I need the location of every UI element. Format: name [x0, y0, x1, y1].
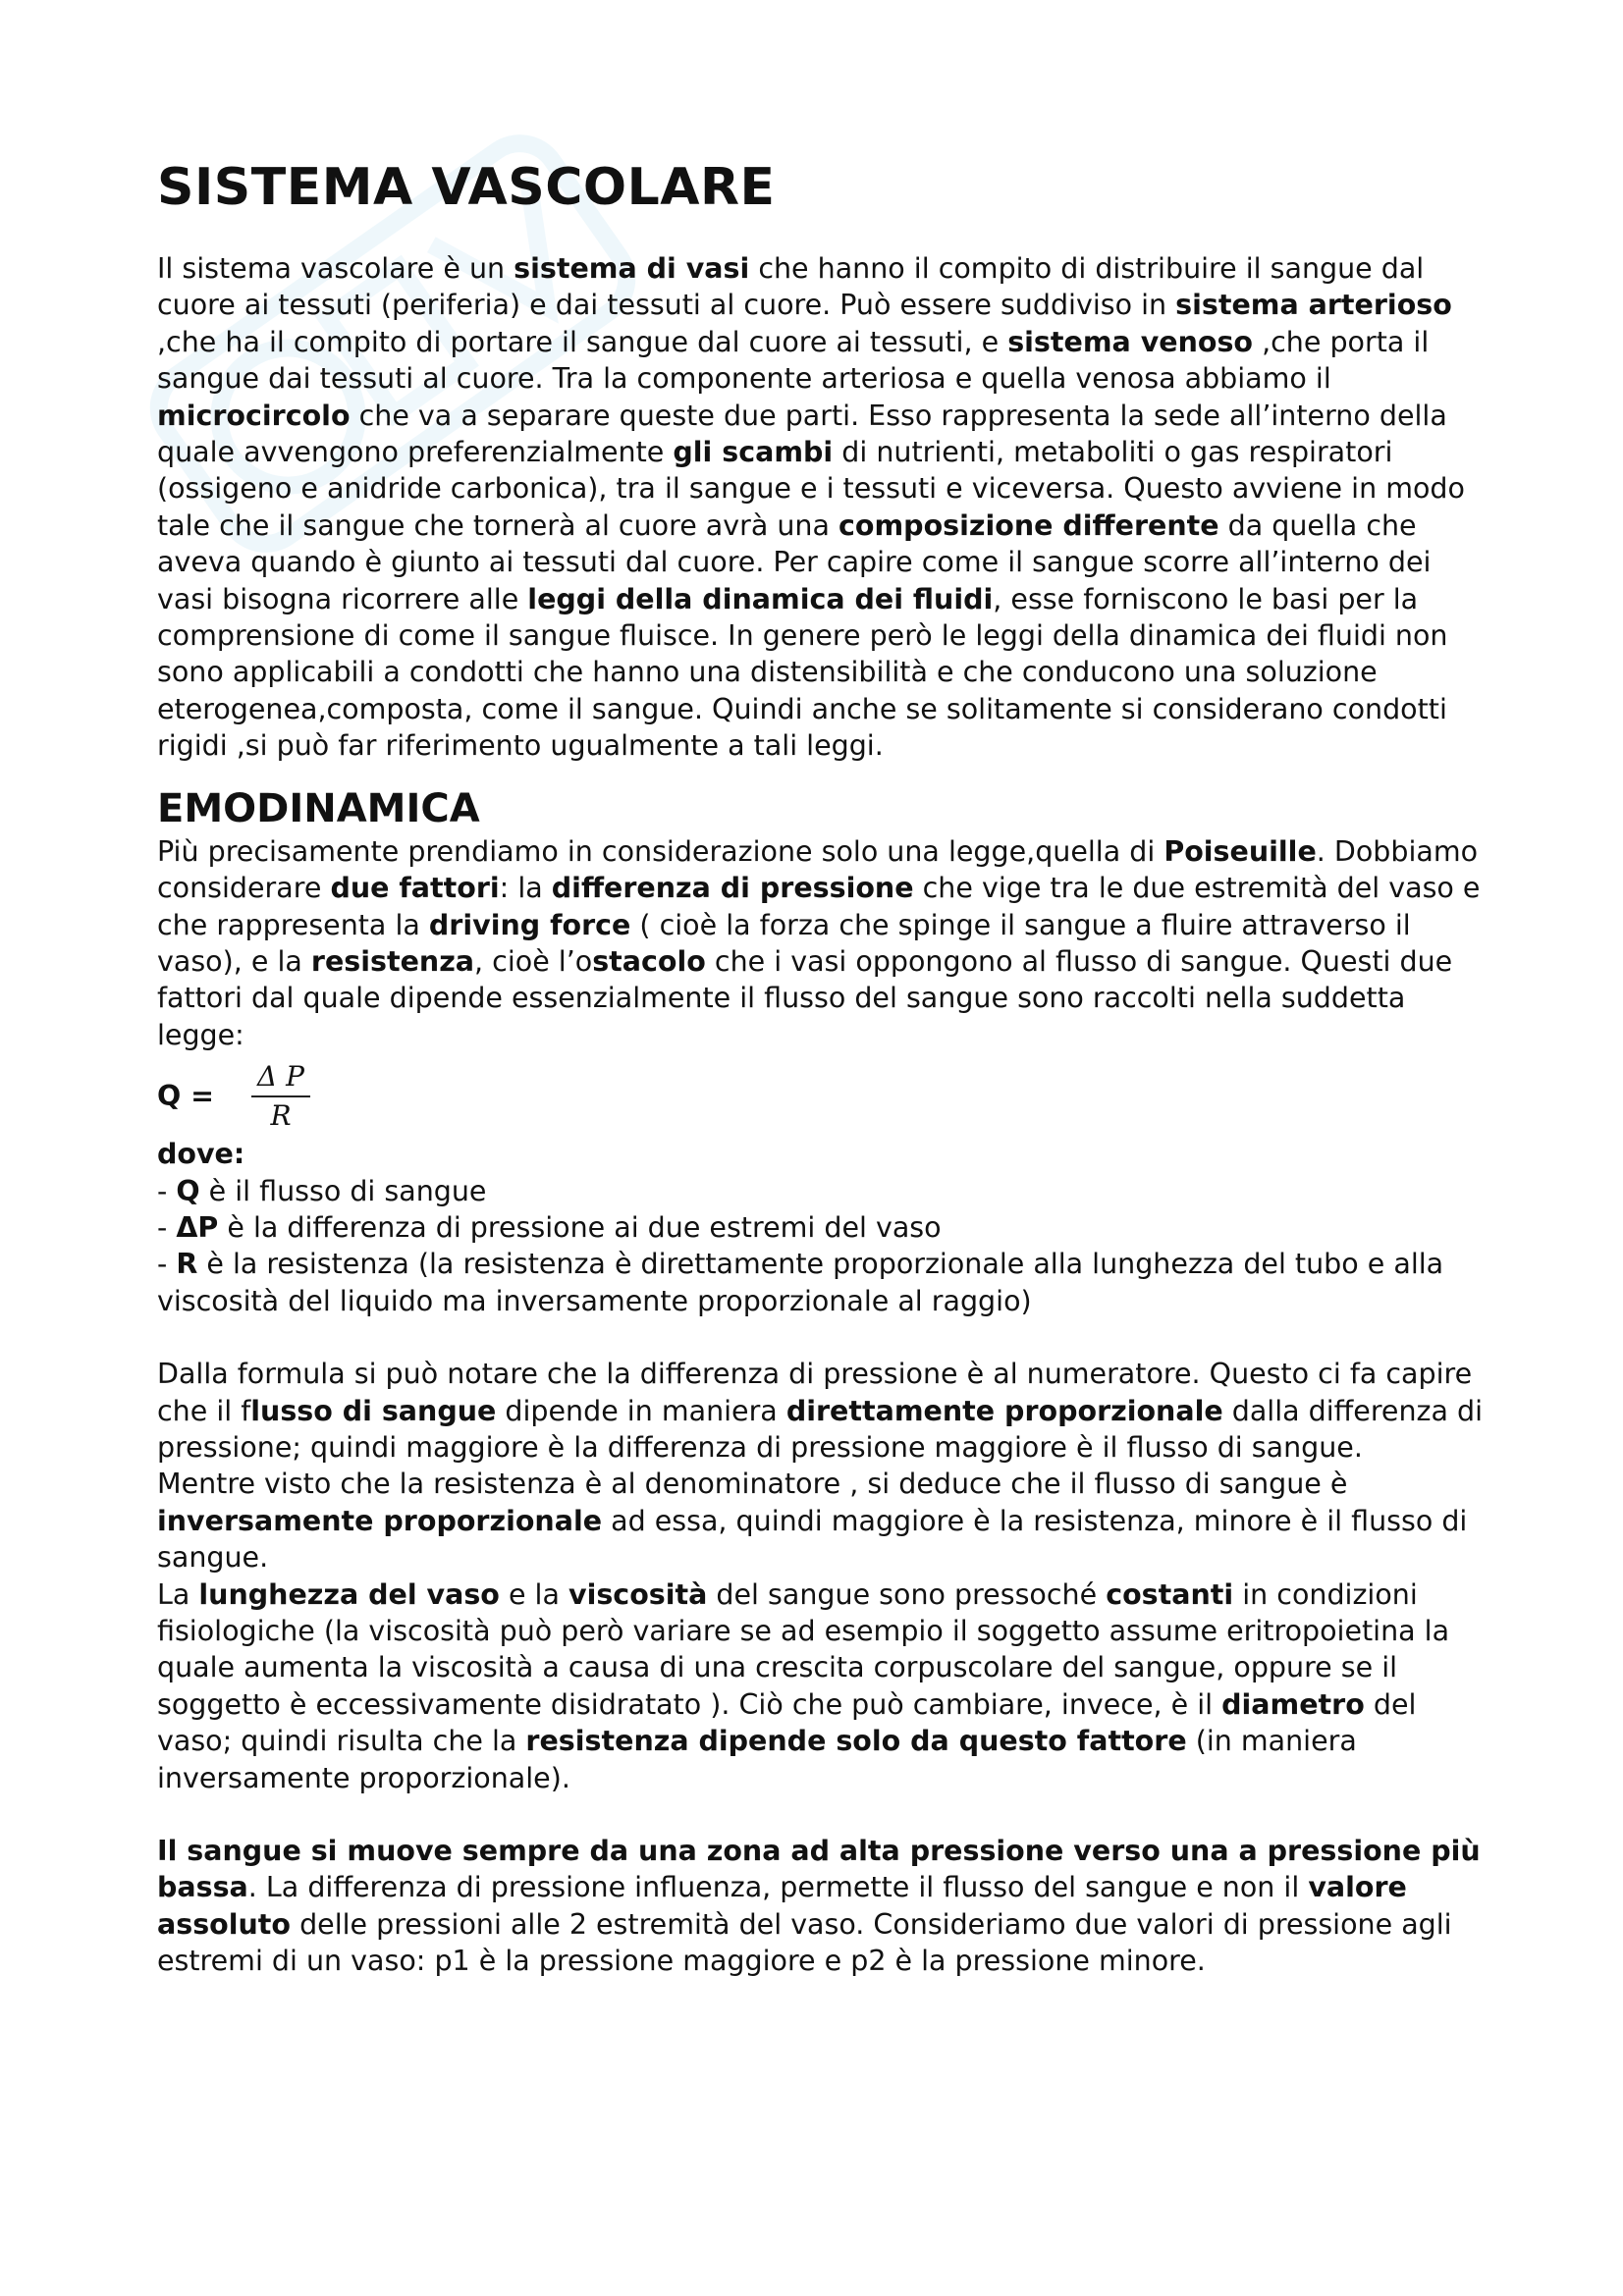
bold-text: stacolo [592, 944, 706, 978]
text-run: , esse forniscono le basi per la comprensione di come il sangue fluisce. In genere però le leggi della dinamica dei fluidi non sono applicabili a condotti che hanno una distensibilità e che conducono una soluzione eterogenea,composta, come il sangue. Quindi anche se solitamente si considerano condotti rigidi ,si può far riferimento ugualmente a tali leggi. [157, 582, 1448, 763]
text-run: è la resistenza (la resistenza è direttamente proporzionale alla lunghezza del tubo e alla viscosità del liquido ma inversamente proporzionale al raggio) [157, 1248, 1444, 1317]
bold-text: inversamente proporzionale [157, 1504, 603, 1537]
bold-text: Poiseuille [1163, 834, 1317, 868]
text-run: dalla differenza di pressione; quindi maggiore è la differenza di pressione maggiore è il flusso di sangue. [157, 1394, 1484, 1464]
bold-text: lusso di sangue [250, 1394, 497, 1427]
text-run: è la differenza di pressione ai due estremi del vaso [218, 1210, 942, 1244]
text-run: del sangue sono pressoché [707, 1577, 1107, 1611]
text-run: La [157, 1577, 199, 1611]
bold-text: resistenza [310, 944, 475, 978]
document-page [157, 147, 1492, 1980]
poiseuille-formula [157, 1057, 1492, 1136]
bold-text: direttamente proporzionale [785, 1394, 1223, 1427]
text-run: è il flusso di sangue [199, 1174, 487, 1207]
text-run: in condizioni fisiologiche (la viscosità può però variare se ad esempio il soggetto assume eritropoietina la quale aumenta la viscosità a causa di una crescita corpuscolare del sangue, oppure se il soggetto è eccessivamente disidratato ). Ciò che può cambiare, invece, è il [157, 1577, 1450, 1721]
dove-label: dove: [157, 1138, 245, 1171]
page-title: SISTEMA VASCOLARE [157, 158, 776, 217]
definition-q [157, 1173, 1492, 1209]
text-run: - [157, 1210, 177, 1244]
bold-text: gli scambi [673, 436, 834, 469]
text-run: Più precisamente prendiamo in considerazione solo una legge,quella di [157, 834, 1164, 868]
text-run: che i vasi oppongono al flusso di sangue. Questi due fattori dal quale dipende essenzialmente il flusso del sangue sono raccolti nella suddetta legge: [157, 944, 1453, 1051]
text-run: ,che ha il compito di portare il sangue dal cuore ai tessuti, e [157, 325, 1008, 358]
text-run: - [157, 1248, 177, 1281]
formula-fraction [251, 1060, 310, 1133]
text-run: Il sistema vascolare è un [157, 252, 514, 285]
text-run: (in maniera inversamente proporzionale). [157, 1725, 1357, 1794]
text-run: : la [499, 872, 552, 905]
bold-text: lunghezza del vaso [198, 1577, 500, 1611]
emodinamica-paragraph-2 [157, 1356, 1492, 1466]
text-run: che va a separare queste due parti. Esso rappresenta la sede all’interno della quale avvengono preferenzialmente [157, 399, 1447, 469]
formula-denominator: R [270, 1099, 292, 1133]
text-run: del vaso; quindi risulta che la [157, 1687, 1417, 1758]
bold-text: sistema arterioso [1175, 289, 1452, 322]
text-run: di nutrienti, metaboliti o gas respiratori (ossigeno e anidride carbonica), tra il sangue e i tessuti e viceversa. Questo avviene in modo tale che il sangue che tornerà al cuore avrà una [157, 436, 1465, 542]
bold-text: Il sangue si muove sempre da una zona ad alta pressione verso una a pressione più bassa [157, 1835, 1481, 1904]
bold-text: Q [176, 1174, 200, 1207]
bold-text: sistema di vasi [514, 252, 750, 285]
definition-delta-p [157, 1209, 1492, 1246]
bold-text: R [176, 1248, 198, 1281]
bold-text: microcircolo [157, 399, 351, 432]
text-run: delle pressioni alle 2 estremità del vaso. Consideriamo due valori di pressione agli estremi di un vaso: p1 è la pressione maggiore e p2 è la pressione minore. [157, 1907, 1452, 1978]
formula-lhs: Q = [157, 1080, 215, 1113]
text-run: Mentre visto che la resistenza è al denominatore , si deduce che il flusso di sangue è [157, 1468, 1348, 1501]
text-run: - [157, 1174, 177, 1207]
bold-text: viscosità [568, 1577, 708, 1611]
text-run: ,che porta il sangue dai tessuti al cuore. Tra la componente arteriosa e quella venosa abbiamo il [157, 325, 1430, 396]
text-run: da quella che aveva quando è giunto ai tessuti dal cuore. Per capire come il sangue scorre all’interno dei vasi bisogna ricorrere alle [157, 508, 1432, 615]
bold-text: driving force [428, 908, 631, 941]
text-run: ad essa, quindi maggiore è la resistenza, minore è il flusso di sangue. [157, 1504, 1468, 1575]
bold-text: leggi della dinamica dei fluidi [527, 582, 994, 615]
bold-text: costanti [1106, 1577, 1234, 1611]
text-run: , cioè l’o [474, 944, 593, 978]
bold-text: composizione differente [839, 508, 1219, 542]
bold-text: valore assoluto [157, 1871, 1407, 1941]
text-run: ( cioè la forza che spinge il sangue a fluire attraverso il vaso), e la [157, 908, 1411, 978]
definition-r [157, 1246, 1492, 1319]
text-run: . La differenza di pressione influenza, permette il flusso del sangue e non il [247, 1871, 1309, 1904]
text-run: e la [499, 1577, 568, 1611]
emodinamica-paragraph-1 [157, 833, 1492, 1053]
bold-text: diametro [1221, 1687, 1365, 1721]
section-title-emodinamica: EMODINAMICA [157, 785, 480, 831]
bold-text: ΔP [176, 1210, 219, 1244]
formula-numerator: Δ P [251, 1060, 310, 1097]
emodinamica-paragraph-4 [157, 1576, 1492, 1796]
intro-paragraph [157, 250, 1492, 765]
text-run: . Dobbiamo considerare [157, 834, 1479, 905]
emodinamica-paragraph-5 [157, 1833, 1492, 1980]
bold-text: resistenza dipende solo da questo fattore [525, 1725, 1187, 1758]
text-run: Dalla formula si può notare che la differenza di pressione è al numeratore. Questo ci fa capire che il f [157, 1358, 1473, 1427]
emodinamica-paragraph-3 [157, 1466, 1492, 1575]
text-run: che hanno il compito di distribuire il sangue dal cuore ai tessuti (periferia) e dai tessuti al cuore. Può essere suddiviso in [157, 252, 1425, 322]
text-run: che vige tra le due estremità del vaso e che rappresenta la [157, 872, 1481, 941]
bold-text: due fattori [330, 872, 500, 905]
text-run: dipende in maniera [496, 1394, 786, 1427]
bold-text: differenza di pressione [551, 872, 914, 905]
bold-text: sistema venoso [1007, 325, 1254, 358]
